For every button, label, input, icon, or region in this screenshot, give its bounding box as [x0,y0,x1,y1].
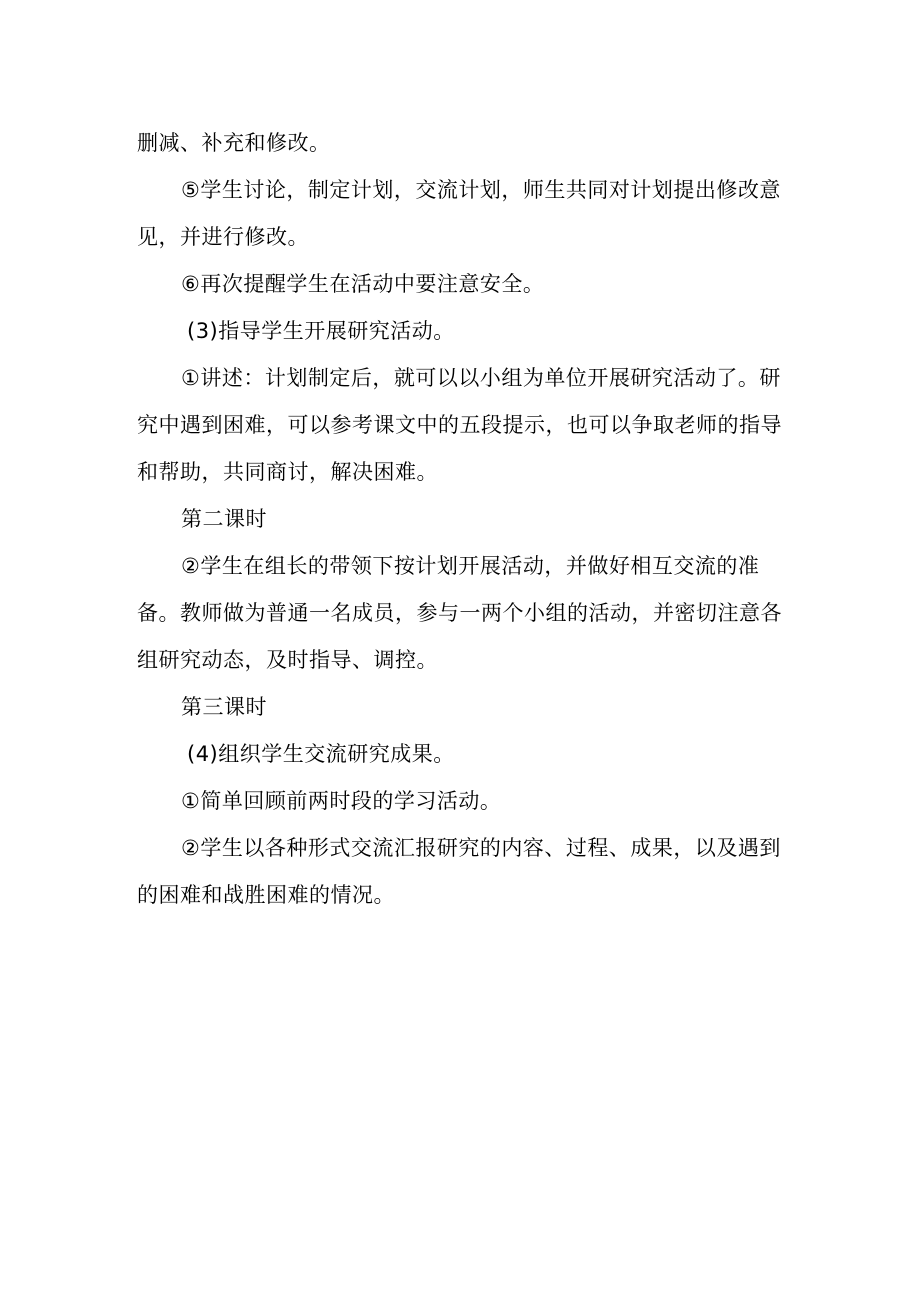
paragraph-step-2-report: ②学生以各种形式交流汇报研究的内容、过程、成果，以及遇到的困难和战胜困难的情况。 [137,836,781,907]
paragraph-step-1-review: ①简单回顾前两时段的学习活动。 [181,789,502,813]
paragraph-step-2-activity: ②学生在组长的带领下按计划开展活动，并做好相互交流的准备。教师做为普通一名成员，参与一两个小组的活动，并密切注意各组研究动态，及时指导、调控。 [137,554,782,672]
lesson-heading-third: 第三课时 [181,695,267,719]
lesson-heading-second: 第二课时 [181,507,267,531]
paragraph-step-5: ⑤学生讨论，制定计划，交流计划，师生共同对计划提出修改意见，并进行修改。 [137,178,781,249]
document-body [137,120,787,919]
section-heading-4: (4)组织学生交流研究成果。 [187,742,455,766]
paragraph-step-6: ⑥再次提醒学生在活动中要注意安全。 [181,272,545,296]
paragraph-step-1-lecture: ①讲述：计划制定后，就可以以小组为单位开展研究活动了。研究中遇到困难，可以参考课文中的五段提示，也可以争取老师的指导和帮助，共同商讨，解决困难。 [137,366,782,484]
paragraph-continuation: 删减、补充和修改。 [137,131,331,155]
section-heading-3: (3)指导学生开展研究活动。 [187,319,455,343]
